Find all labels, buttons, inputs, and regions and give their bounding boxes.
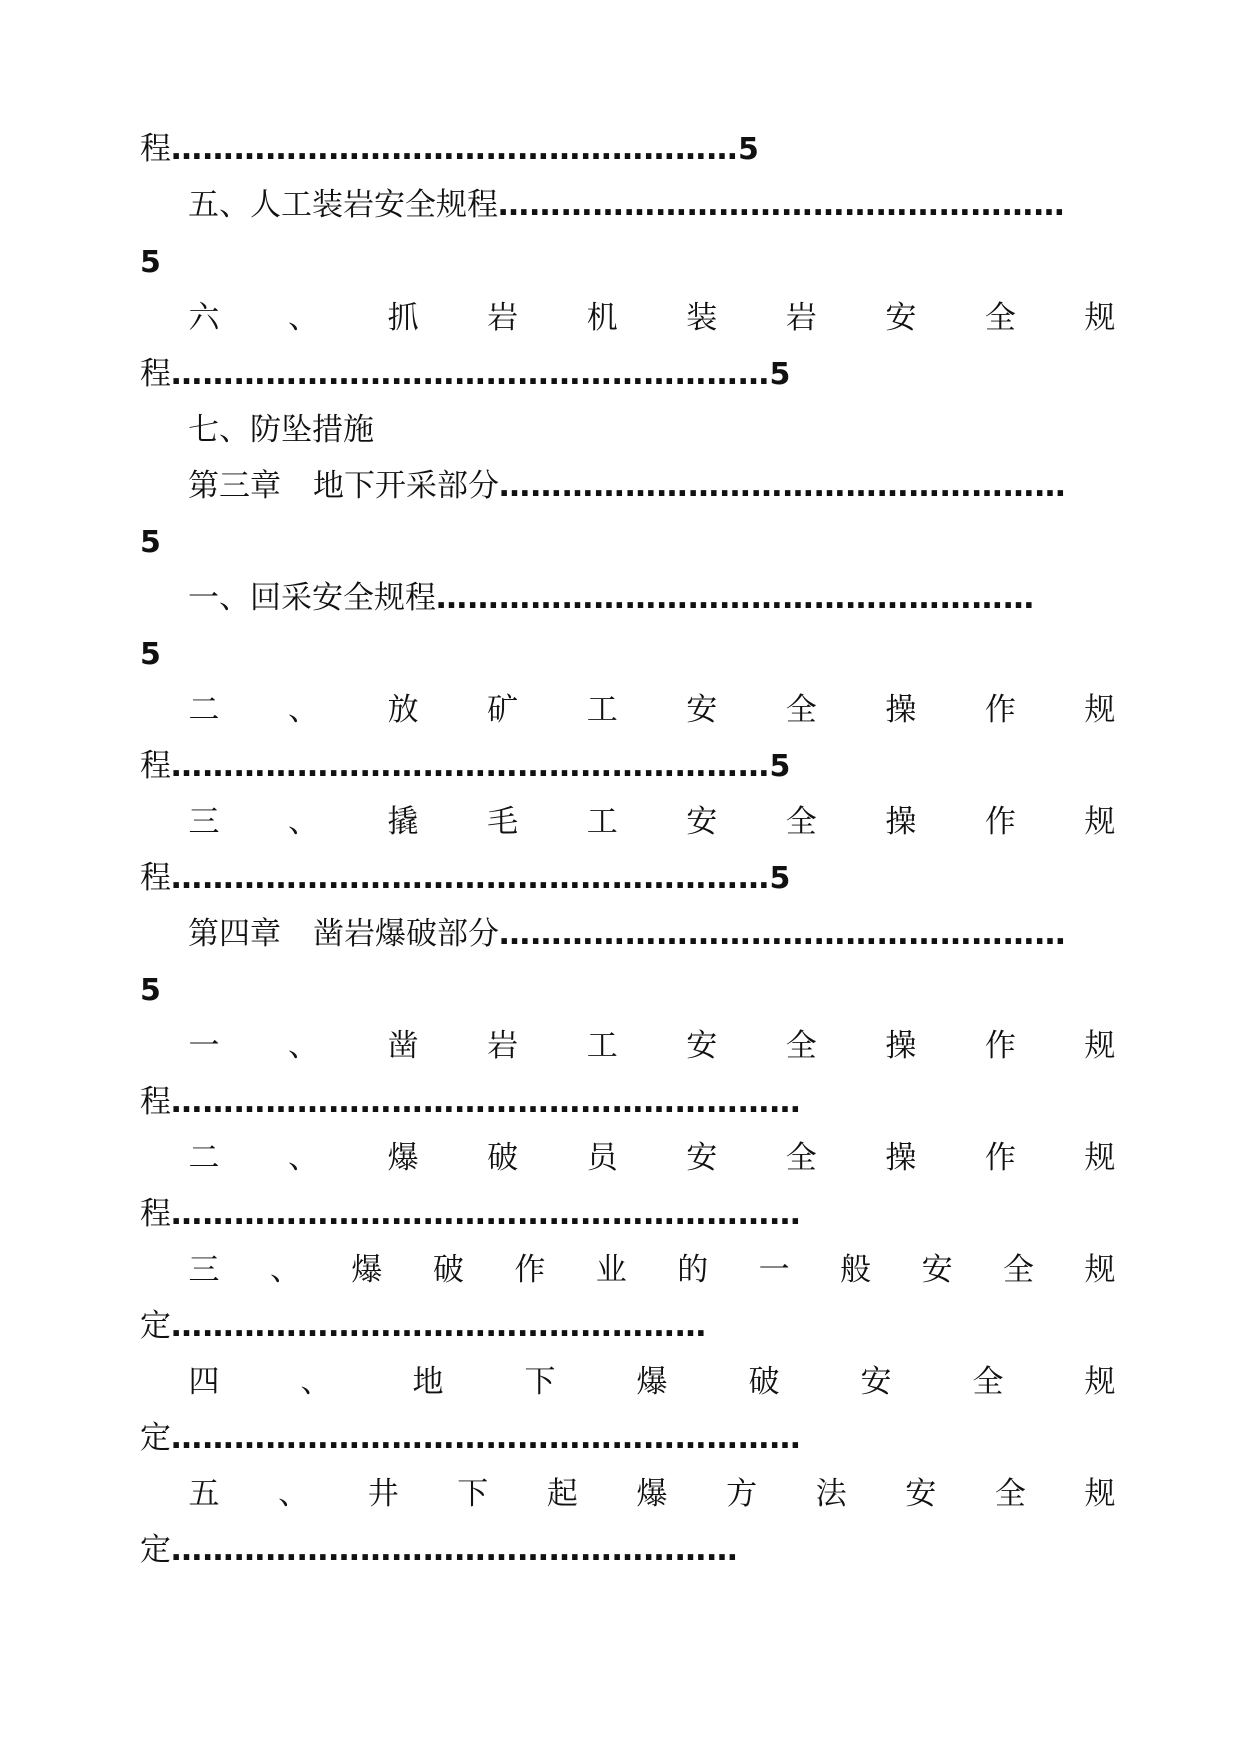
toc-entry-continuation	[140, 741, 790, 791]
entry-char: 六	[188, 300, 220, 336]
entry-char: 全	[785, 692, 817, 728]
entry-char: 二	[188, 1140, 220, 1176]
entry-char: 爆	[351, 1252, 383, 1288]
entry-char: 规	[1084, 692, 1116, 728]
page-number: 5	[769, 861, 791, 896]
toc-entry-text: 程	[140, 356, 171, 392]
entry-char: 规	[1084, 1252, 1116, 1288]
entry-char: 二	[188, 692, 220, 728]
entry-char: 爆	[636, 1364, 668, 1400]
page-number: 5	[769, 749, 791, 784]
toc-entry-justified	[188, 1245, 1116, 1295]
entry-char: 般	[840, 1252, 872, 1288]
dot-leader: ……………………………………………………	[171, 1084, 801, 1120]
toc-entry-text: 定	[140, 1420, 171, 1456]
dot-leader: ……………………………………………………	[171, 1196, 801, 1232]
toc-entry-justified	[188, 1357, 1116, 1407]
entry-char: 安	[885, 300, 917, 336]
entry-char: 操	[885, 1140, 917, 1176]
page-number: 5	[738, 132, 759, 167]
entry-char: 的	[677, 1252, 709, 1288]
entry-char: 井	[367, 1476, 399, 1512]
toc-entry-justified	[188, 293, 1116, 343]
entry-char: 全	[984, 300, 1016, 336]
entry-char: 全	[1003, 1252, 1035, 1288]
toc-page-number-line	[140, 517, 161, 567]
entry-char: 、	[288, 1028, 320, 1064]
page-number: 5	[769, 357, 791, 392]
entry-char: 、	[288, 300, 320, 336]
toc-entry-continuation	[140, 124, 759, 174]
entry-char: 作	[984, 1140, 1016, 1176]
entry-char: 工	[586, 804, 618, 840]
entry-char: 规	[1084, 804, 1116, 840]
entry-char: 安	[686, 1028, 718, 1064]
page-number: 5	[140, 245, 161, 280]
toc-entry-justified	[188, 797, 1116, 847]
entry-char: 岩	[785, 300, 817, 336]
entry-char: 四	[188, 1364, 220, 1400]
entry-char: 抓	[387, 300, 419, 336]
toc-entry-text: 程	[140, 748, 171, 784]
page-number: 5	[140, 973, 161, 1008]
entry-char: 规	[1084, 1028, 1116, 1064]
entry-char: 规	[1084, 1476, 1116, 1512]
entry-char: 规	[1084, 1364, 1116, 1400]
dot-leader: ………………………………………………	[171, 131, 738, 167]
page-number: 5	[140, 637, 161, 672]
entry-char: 规	[1084, 1140, 1116, 1176]
entry-char: 作	[984, 692, 1016, 728]
toc-entry-text: 定	[140, 1308, 171, 1344]
chapter-number: 第四章	[188, 916, 281, 952]
toc-entry-continuation	[140, 1301, 707, 1351]
entry-char: 三	[188, 1252, 220, 1288]
dot-leader: …………………………………………………	[171, 356, 770, 392]
entry-char: 破	[748, 1364, 780, 1400]
entry-char: 、	[300, 1364, 332, 1400]
toc-entry	[188, 573, 1035, 623]
entry-char: 全	[972, 1364, 1004, 1400]
entry-char: 全	[785, 1140, 817, 1176]
entry-char: 机	[586, 300, 618, 336]
toc-entry-justified	[188, 1021, 1116, 1071]
toc-chapter-entry	[188, 461, 1066, 511]
entry-char: 下	[457, 1476, 489, 1512]
entry-char: 安	[686, 804, 718, 840]
entry-char: 毛	[487, 804, 519, 840]
dot-leader: …………………………………………………	[436, 580, 1035, 616]
entry-char: 破	[487, 1140, 519, 1176]
toc-entry-text: 七、防坠措施	[188, 412, 374, 448]
toc-entry	[188, 180, 1065, 230]
toc-entry-text: 程	[140, 860, 171, 896]
entry-char: 矿	[487, 692, 519, 728]
toc-entry-justified	[188, 1469, 1116, 1519]
toc-entry-text: 程	[140, 1084, 171, 1120]
toc-entry-continuation	[140, 1413, 801, 1463]
entry-char: 操	[885, 692, 917, 728]
dot-leader: ………………………………………………	[499, 916, 1066, 952]
entry-char: 全	[994, 1476, 1026, 1512]
entry-char: 安	[921, 1252, 953, 1288]
entry-char: 方	[726, 1476, 758, 1512]
entry-char: 安	[860, 1364, 892, 1400]
entry-char: 五	[188, 1476, 220, 1512]
toc-entry-text: 程	[140, 1196, 171, 1232]
entry-char: 、	[278, 1476, 310, 1512]
entry-char: 爆	[636, 1476, 668, 1512]
entry-char: 、	[288, 804, 320, 840]
toc-entry-text: 程	[140, 131, 171, 167]
entry-char: 一	[758, 1252, 790, 1288]
entry-char: 规	[1084, 300, 1116, 336]
entry-char: 地	[412, 1364, 444, 1400]
entry-char: 工	[586, 692, 618, 728]
entry-char: 操	[885, 804, 917, 840]
entry-char: 放	[387, 692, 419, 728]
toc-entry-text: 五、人工装岩安全规程	[188, 187, 498, 223]
toc-entry-continuation	[140, 1525, 738, 1575]
entry-char: 作	[514, 1252, 546, 1288]
toc-entry-continuation	[140, 1189, 801, 1239]
dot-leader: ………………………………………………	[499, 468, 1066, 504]
entry-char: 作	[984, 1028, 1016, 1064]
toc-entry-text: 一、回采安全规程	[188, 580, 436, 616]
toc-page-number-line	[140, 237, 161, 287]
chapter-title: 凿岩爆破部分	[313, 916, 499, 952]
entry-char: 作	[984, 804, 1016, 840]
entry-char: 安	[686, 692, 718, 728]
toc-entry-justified	[188, 1133, 1116, 1183]
entry-char: 法	[815, 1476, 847, 1512]
chapter-number: 第三章	[188, 468, 281, 504]
entry-char: 岩	[487, 1028, 519, 1064]
dot-leader: …………………………………………………	[171, 860, 770, 896]
entry-char: 工	[586, 1028, 618, 1064]
toc-chapter-entry	[188, 909, 1066, 959]
toc-entry	[188, 405, 374, 455]
entry-char: 岩	[487, 300, 519, 336]
entry-char: 业	[595, 1252, 627, 1288]
entry-char: 全	[785, 1028, 817, 1064]
entry-char: 破	[432, 1252, 464, 1288]
entry-char: 撬	[387, 804, 419, 840]
entry-char: 三	[188, 804, 220, 840]
chapter-title: 地下开采部分	[313, 468, 499, 504]
toc-entry-continuation	[140, 349, 790, 399]
toc-entry-continuation	[140, 853, 790, 903]
page-number: 5	[140, 525, 161, 560]
toc-entry-text: 定	[140, 1532, 171, 1568]
entry-char: 凿	[387, 1028, 419, 1064]
dot-leader: ……………………………………………………	[171, 1420, 801, 1456]
entry-char: 安	[905, 1476, 937, 1512]
dot-leader: …………………………………………………	[171, 748, 770, 784]
entry-char: 操	[885, 1028, 917, 1064]
entry-char: 员	[586, 1140, 618, 1176]
entry-char: 、	[288, 1140, 320, 1176]
toc-page-number-line	[140, 629, 161, 679]
toc-entry-justified	[188, 685, 1116, 735]
entry-char: 起	[546, 1476, 578, 1512]
toc-entry-continuation	[140, 1077, 801, 1127]
entry-char: 一	[188, 1028, 220, 1064]
dot-leader: ………………………………………………	[498, 187, 1065, 223]
entry-char: 爆	[387, 1140, 419, 1176]
toc-page-number-line	[140, 965, 161, 1015]
entry-char: 安	[686, 1140, 718, 1176]
entry-char: 装	[686, 300, 718, 336]
entry-char: 全	[785, 804, 817, 840]
entry-char: 、	[288, 692, 320, 728]
dot-leader: ……………………………………………	[171, 1308, 707, 1344]
entry-char: 下	[524, 1364, 556, 1400]
entry-char: 、	[269, 1252, 301, 1288]
dot-leader: ………………………………………………	[171, 1532, 738, 1568]
